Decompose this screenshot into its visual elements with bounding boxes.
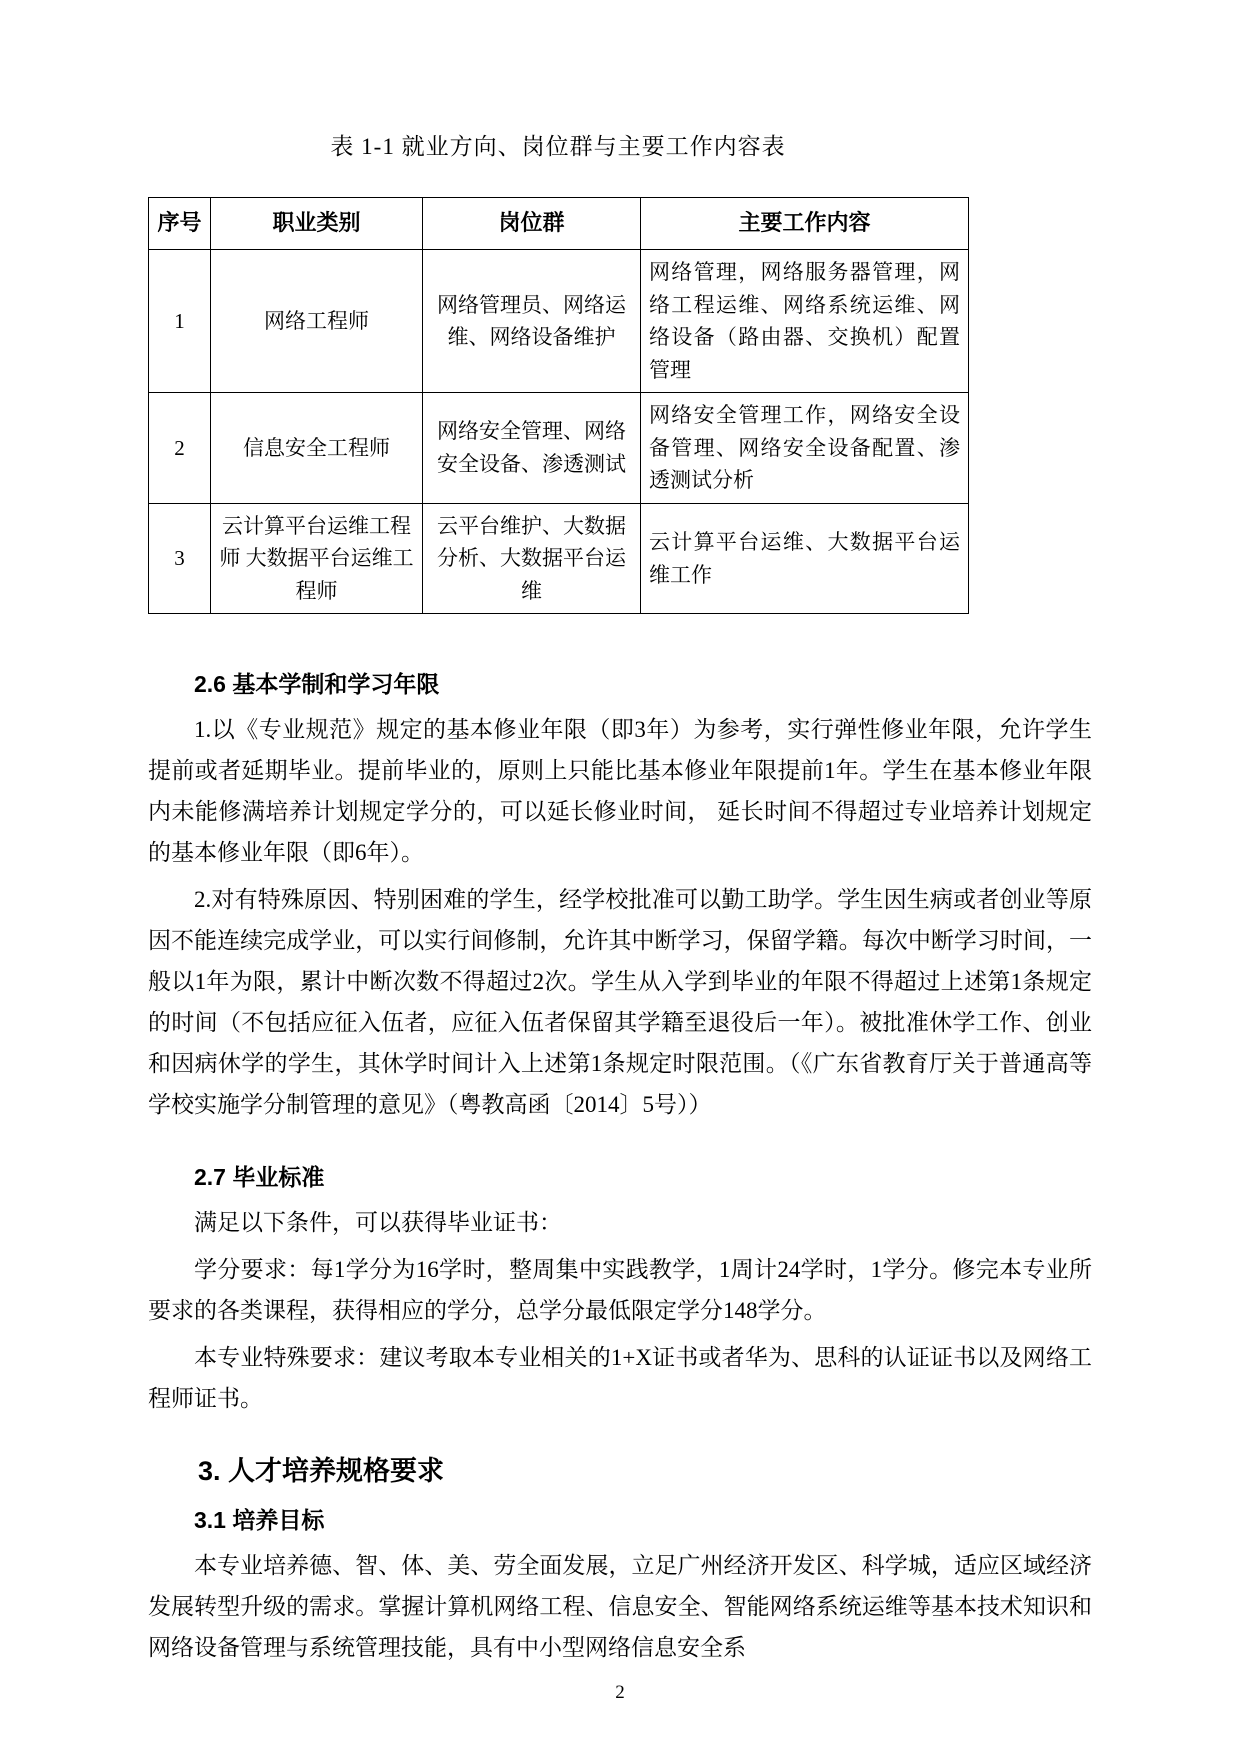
header-cell-work: 主要工作内容 (641, 198, 969, 250)
table-row (149, 393, 969, 504)
table-header-row (149, 198, 969, 250)
cell-category: 网络工程师 (211, 250, 423, 393)
paragraph: 满足以下条件，可以获得毕业证书： (194, 1210, 562, 1236)
header-cell-postgroup: 岗位群 (423, 198, 641, 250)
table-title: 表 1-1 就业方向、岗位群与主要工作内容表 (330, 134, 786, 159)
header-cell-num: 序号 (149, 198, 211, 250)
paragraph: 1.以《专业规范》规定的基本修业年限（即3年）为参考，实行弹性修业年限，允许学生提前或者延期毕业。提前毕业的，原则上只能比基本修业年限提前1年。学生在基本修业年限内未能修满培养计划规定学分的，可以延长修业时间， 延长时间不得超过专业培养计划规定的基本修业年限（即6年）。 (148, 717, 1092, 866)
table-row (149, 250, 969, 393)
paragraph: 2.对有特殊原因、特别困难的学生，经学校批准可以勤工助学。学生因生病或者创业等原因不能连续完成学业，可以实行间修制，允许其中断学习，保留学籍。每次中断学习时间，一般以1年为限，累计中断次数不得超过2次。学生从入学到毕业的年限不得超过上述第1条规定的时间（不包括应征入伍者，应征入伍者保留其学籍至退役后一年）。被批准休学工作、创业和因病休学的学生，其休学时间计入上述第1条规定时限范围。（《广东省教育厅关于普通高等学校实施学分制管理的意见》（粤教高函〔2014〕5号）） (148, 887, 1092, 1118)
section-heading-2-6: 2.6 基本学制和学习年限 (194, 671, 440, 698)
jobs-table (148, 197, 969, 614)
page-number: 2 (615, 1682, 625, 1703)
section-heading-3: 3. 人才培养规格要求 (198, 1456, 445, 1487)
cell-work: 网络管理，网络服务器管理，网络工程运维、网络系统运维、网络设备（路由器、交换机）配置管理 (641, 250, 969, 393)
cell-num: 2 (149, 393, 211, 504)
cell-category: 信息安全工程师 (211, 393, 423, 504)
cell-postgroup: 网络安全管理、网络安全设备、渗透测试 (423, 393, 641, 504)
table-row (149, 503, 969, 614)
section-heading-2-7: 2.7 毕业标准 (194, 1164, 325, 1191)
cell-category: 云计算平台运维工程师 大数据平台运维工程师 (211, 503, 423, 614)
cell-num: 3 (149, 503, 211, 614)
paragraph: 本专业特殊要求：建议考取本专业相关的1+X证书或者华为、思科的认证证书以及网络工程师证书。 (148, 1345, 1092, 1412)
cell-postgroup: 云平台维护、大数据分析、大数据平台运维 (423, 503, 641, 614)
cell-work: 网络安全管理工作，网络安全设备管理、网络安全设备配置、渗透测试分析 (641, 393, 969, 504)
paragraph: 本专业培养德、智、体、美、劳全面发展，立足广州经济开发区、科学城，适应区域经济发展转型升级的需求。掌握计算机网络工程、信息安全、智能网络系统运维等基本技术知识和网络设备管理与系统管理技能，具有中小型网络信息安全系 (148, 1553, 1092, 1661)
cell-work: 云计算平台运维、大数据平台运维工作 (641, 503, 969, 614)
header-cell-category: 职业类别 (211, 198, 423, 250)
cell-num: 1 (149, 250, 211, 393)
paragraph: 学分要求：每1学分为16学时，整周集中实践教学，1周计24学时，1学分。修完本专业所要求的各类课程，获得相应的学分，总学分最低限定学分148学分。 (148, 1257, 1092, 1324)
section-heading-3-1: 3.1 培养目标 (194, 1507, 325, 1534)
cell-postgroup: 网络管理员、网络运维、网络设备维护 (423, 250, 641, 393)
